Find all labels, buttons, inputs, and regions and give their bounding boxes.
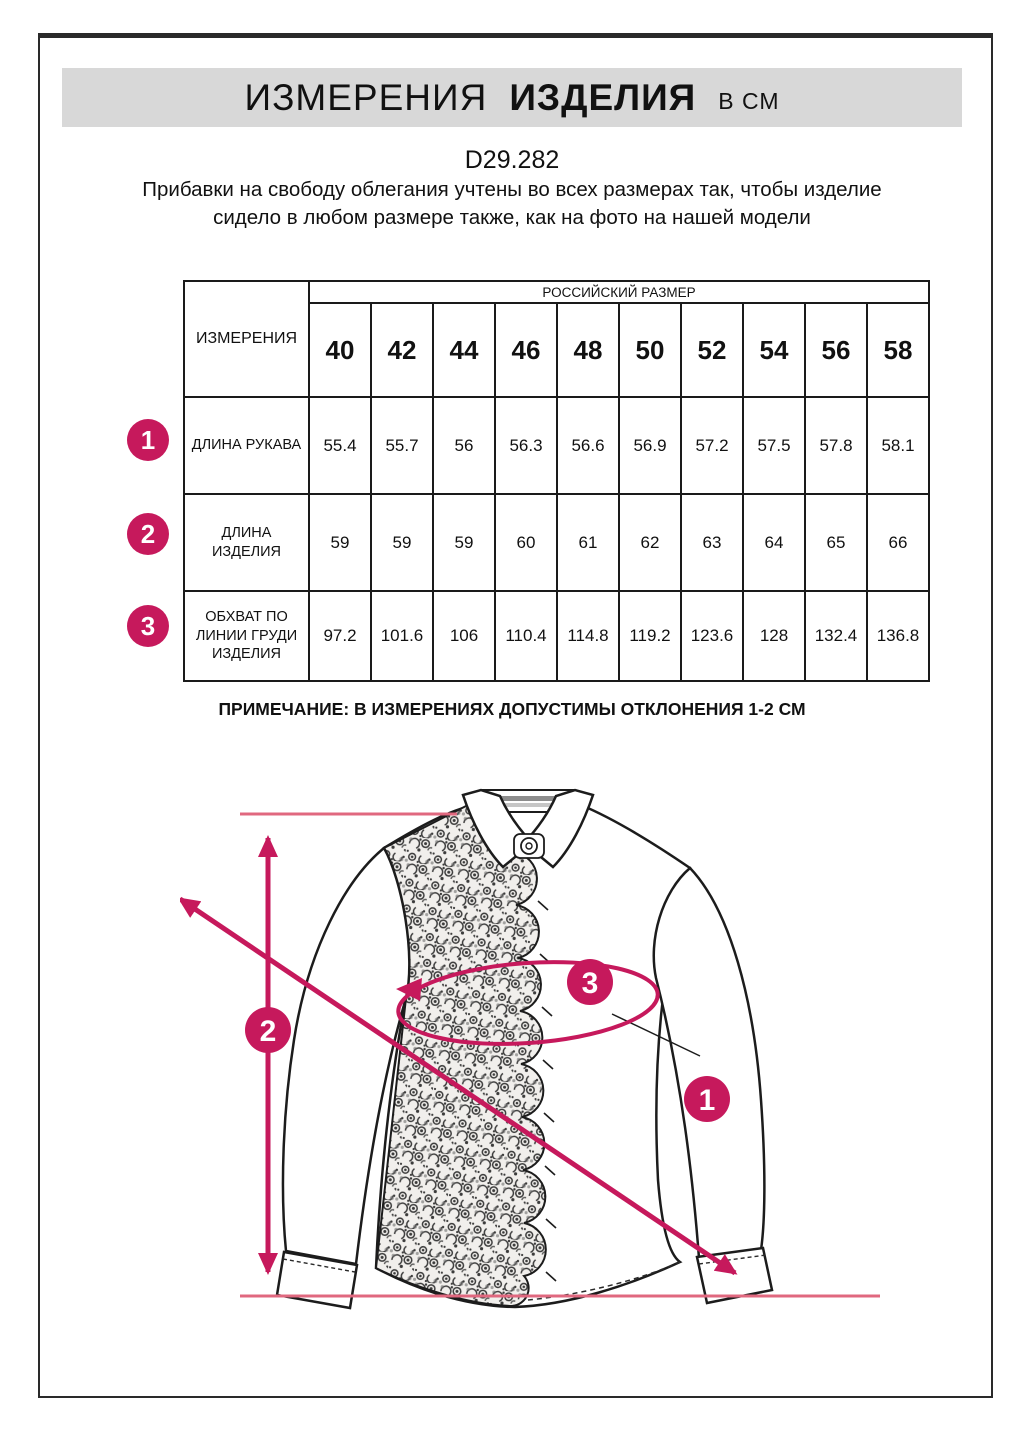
- title-unit: В СМ: [718, 88, 780, 114]
- shirt-drawing: [277, 790, 772, 1308]
- table-row: [184, 591, 929, 681]
- diagram-badge-1: 1: [698, 1084, 716, 1117]
- diagram-badge-3: 3: [581, 967, 599, 1000]
- row-badge-1: 1: [127, 419, 169, 461]
- value-cell: 57.8: [805, 397, 867, 494]
- size-header-cell: 54: [743, 303, 805, 397]
- value-cell: 56.9: [619, 397, 681, 494]
- table-row: [184, 397, 929, 494]
- garment-diagram: [180, 760, 880, 1360]
- table-row: [184, 494, 929, 591]
- tolerance-note: ПРИМЕЧАНИЕ: В ИЗМЕРЕНИЯХ ДОПУСТИМЫ ОТКЛОНЕНИЯ 1-2 СМ: [218, 699, 806, 719]
- size-header-cell: 40: [309, 303, 371, 397]
- value-cell: 132.4: [805, 591, 867, 681]
- value-cell: 136.8: [867, 591, 929, 681]
- measurements-table: [183, 280, 930, 682]
- title-bar: [62, 68, 962, 127]
- value-cell: 56.6: [557, 397, 619, 494]
- lace-panel: [376, 806, 546, 1306]
- value-cell: 66: [867, 494, 929, 591]
- collar-button: [521, 838, 537, 854]
- measurements-corner-header: ИЗМЕРЕНИЯ: [184, 281, 309, 397]
- value-cell: 57.5: [743, 397, 805, 494]
- value-cell: 56: [433, 397, 495, 494]
- value-cell: 56.3: [495, 397, 557, 494]
- value-cell: 65: [805, 494, 867, 591]
- value-cell: 58.1: [867, 397, 929, 494]
- value-cell: 57.2: [681, 397, 743, 494]
- value-cell: 97.2: [309, 591, 371, 681]
- value-cell: 59: [433, 494, 495, 591]
- row-badge-3: 3: [127, 605, 169, 647]
- value-cell: 55.4: [309, 397, 371, 494]
- title-product: ИЗДЕЛИЯ: [509, 76, 697, 118]
- row-label-cell: ДЛИНА РУКАВА: [184, 397, 309, 494]
- row-badge-2: 2: [127, 513, 169, 555]
- row-label-cell: ДЛИНА ИЗДЕЛИЯ: [184, 494, 309, 591]
- size-header-cell: 48: [557, 303, 619, 397]
- size-header-cell: 44: [433, 303, 495, 397]
- value-cell: 62: [619, 494, 681, 591]
- title-measurements: ИЗМЕРЕНИЯ: [244, 76, 488, 118]
- diagram-badge-2: 2: [259, 1015, 277, 1048]
- value-cell: 128: [743, 591, 805, 681]
- row-label-cell: ОБХВАТ ПО ЛИНИИ ГРУДИ ИЗДЕЛИЯ: [184, 591, 309, 681]
- size-header-cell: 50: [619, 303, 681, 397]
- value-cell: 55.7: [371, 397, 433, 494]
- value-cell: 59: [309, 494, 371, 591]
- value-cell: 60: [495, 494, 557, 591]
- value-cell: 101.6: [371, 591, 433, 681]
- size-header-cell: 46: [495, 303, 557, 397]
- right-sleeve: [654, 868, 765, 1258]
- value-cell: 123.6: [681, 591, 743, 681]
- russian-size-header: РОССИЙСКИЙ РАЗМЕР: [309, 281, 929, 303]
- value-cell: 59: [371, 494, 433, 591]
- size-header-cell: 56: [805, 303, 867, 397]
- size-header-cell: 58: [867, 303, 929, 397]
- value-cell: 114.8: [557, 591, 619, 681]
- size-header-cell: 52: [681, 303, 743, 397]
- value-cell: 63: [681, 494, 743, 591]
- fit-description: Прибавки на свободу облегания учтены во всех размерах так, чтобы изделие сидело в любом размере также, как на фото на нашей модели: [142, 178, 882, 229]
- value-cell: 64: [743, 494, 805, 591]
- value-cell: 119.2: [619, 591, 681, 681]
- model-code: D29.282: [464, 146, 560, 174]
- value-cell: 106: [433, 591, 495, 681]
- size-header-cell: 42: [371, 303, 433, 397]
- value-cell: 110.4: [495, 591, 557, 681]
- value-cell: 61: [557, 494, 619, 591]
